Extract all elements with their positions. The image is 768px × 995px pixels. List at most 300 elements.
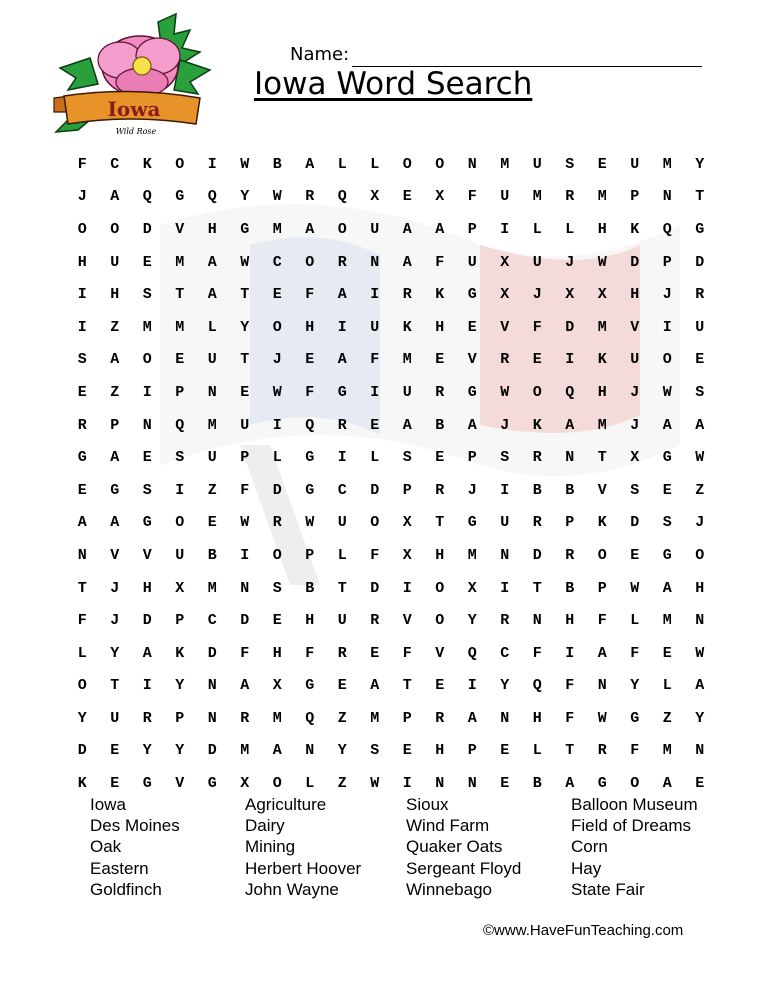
grid-letter[interactable]: R (500, 612, 510, 630)
grid-letter[interactable]: N (500, 546, 510, 564)
grid-letter[interactable]: O (695, 546, 705, 564)
grid-letter[interactable]: M (662, 155, 672, 173)
grid-letter[interactable]: U (240, 416, 250, 434)
grid-letter[interactable]: A (467, 709, 477, 727)
grid-letter[interactable]: U (532, 155, 542, 173)
grid-letter[interactable]: M (597, 416, 607, 434)
grid-letter[interactable]: W (305, 514, 315, 532)
grid-letter[interactable]: S (272, 579, 282, 597)
grid-letter[interactable]: E (175, 351, 185, 369)
grid-letter[interactable]: E (630, 546, 640, 564)
grid-letter[interactable]: S (662, 514, 672, 532)
grid-letter[interactable]: N (305, 742, 315, 760)
grid-letter[interactable]: I (272, 416, 282, 434)
grid-letter[interactable]: U (110, 709, 120, 727)
grid-letter[interactable]: Z (695, 481, 705, 499)
grid-letter[interactable]: A (110, 351, 120, 369)
grid-letter[interactable]: H (532, 709, 542, 727)
grid-letter[interactable]: G (630, 709, 640, 727)
grid-letter[interactable]: F (435, 253, 445, 271)
grid-letter[interactable]: P (467, 742, 477, 760)
grid-letter[interactable]: I (500, 220, 510, 238)
grid-letter[interactable]: N (142, 416, 152, 434)
grid-letter[interactable]: V (597, 481, 607, 499)
grid-letter[interactable]: W (240, 253, 250, 271)
grid-letter[interactable]: H (630, 286, 640, 304)
grid-letter[interactable]: N (565, 449, 575, 467)
grid-letter[interactable]: O (305, 253, 315, 271)
grid-letter[interactable]: T (565, 742, 575, 760)
grid-letter[interactable]: T (435, 514, 445, 532)
grid-letter[interactable]: V (630, 318, 640, 336)
grid-letter[interactable]: X (272, 677, 282, 695)
grid-letter[interactable]: I (370, 383, 380, 401)
grid-letter[interactable]: K (597, 351, 607, 369)
grid-letter[interactable]: A (695, 416, 705, 434)
grid-letter[interactable]: M (142, 318, 152, 336)
grid-letter[interactable]: U (402, 383, 412, 401)
grid-letter[interactable]: A (662, 775, 672, 793)
grid-letter[interactable]: E (240, 383, 250, 401)
grid-letter[interactable]: G (305, 449, 315, 467)
grid-letter[interactable]: A (370, 677, 380, 695)
grid-letter[interactable]: X (402, 514, 412, 532)
grid-letter[interactable]: F (532, 318, 542, 336)
grid-letter[interactable]: Q (565, 383, 575, 401)
grid-letter[interactable]: D (695, 253, 705, 271)
grid-letter[interactable]: A (402, 220, 412, 238)
grid-letter[interactable]: C (272, 253, 282, 271)
grid-letter[interactable]: U (337, 514, 347, 532)
grid-letter[interactable]: R (500, 351, 510, 369)
grid-letter[interactable]: E (142, 449, 152, 467)
grid-letter[interactable]: F (630, 742, 640, 760)
grid-letter[interactable]: D (142, 612, 152, 630)
grid-letter[interactable]: N (695, 612, 705, 630)
grid-letter[interactable]: K (402, 318, 412, 336)
grid-letter[interactable]: B (532, 775, 542, 793)
grid-letter[interactable]: E (695, 351, 705, 369)
grid-letter[interactable]: S (175, 449, 185, 467)
grid-letter[interactable]: X (630, 449, 640, 467)
grid-letter[interactable]: O (370, 514, 380, 532)
grid-letter[interactable]: G (142, 775, 152, 793)
grid-letter[interactable]: U (207, 351, 217, 369)
grid-letter[interactable]: O (630, 775, 640, 793)
grid-letter[interactable]: L (565, 220, 575, 238)
grid-letter[interactable]: L (272, 449, 282, 467)
grid-letter[interactable]: F (305, 286, 315, 304)
grid-letter[interactable]: R (435, 481, 445, 499)
grid-letter[interactable]: N (207, 709, 217, 727)
grid-letter[interactable]: H (305, 612, 315, 630)
grid-letter[interactable]: D (272, 481, 282, 499)
grid-letter[interactable]: S (500, 449, 510, 467)
grid-letter[interactable]: V (175, 775, 185, 793)
grid-letter[interactable]: O (272, 546, 282, 564)
grid-letter[interactable]: B (272, 155, 282, 173)
grid-letter[interactable]: O (175, 514, 185, 532)
grid-letter[interactable]: Z (207, 481, 217, 499)
grid-letter[interactable]: U (695, 318, 705, 336)
grid-letter[interactable]: Z (337, 709, 347, 727)
grid-letter[interactable]: G (240, 220, 250, 238)
grid-letter[interactable]: G (110, 481, 120, 499)
grid-letter[interactable]: N (597, 677, 607, 695)
grid-letter[interactable]: D (630, 514, 640, 532)
grid-letter[interactable]: T (597, 449, 607, 467)
grid-letter[interactable]: I (337, 318, 347, 336)
grid-letter[interactable]: X (500, 286, 510, 304)
grid-letter[interactable]: U (110, 253, 120, 271)
grid-letter[interactable]: G (175, 188, 185, 206)
grid-letter[interactable]: P (467, 220, 477, 238)
grid-letter[interactable]: V (467, 351, 477, 369)
grid-letter[interactable]: M (402, 351, 412, 369)
grid-letter[interactable]: Q (175, 416, 185, 434)
grid-letter[interactable]: R (695, 286, 705, 304)
grid-letter[interactable]: J (110, 612, 120, 630)
grid-letter[interactable]: G (77, 449, 87, 467)
grid-letter[interactable]: G (467, 383, 477, 401)
grid-letter[interactable]: N (500, 709, 510, 727)
grid-letter[interactable]: S (370, 742, 380, 760)
grid-letter[interactable]: X (240, 775, 250, 793)
grid-letter[interactable]: D (240, 612, 250, 630)
grid-letter[interactable]: J (565, 253, 575, 271)
grid-letter[interactable]: G (597, 775, 607, 793)
grid-letter[interactable]: W (272, 188, 282, 206)
grid-letter[interactable]: E (695, 775, 705, 793)
grid-letter[interactable]: R (337, 253, 347, 271)
grid-letter[interactable]: H (305, 318, 315, 336)
grid-letter[interactable]: L (532, 220, 542, 238)
grid-letter[interactable]: M (597, 188, 607, 206)
grid-letter[interactable]: J (630, 416, 640, 434)
grid-letter[interactable]: N (467, 775, 477, 793)
grid-letter[interactable]: L (207, 318, 217, 336)
grid-letter[interactable]: D (370, 579, 380, 597)
grid-letter[interactable]: E (272, 612, 282, 630)
grid-letter[interactable]: H (110, 286, 120, 304)
grid-letter[interactable]: Y (695, 155, 705, 173)
grid-letter[interactable]: J (532, 286, 542, 304)
grid-letter[interactable]: H (435, 742, 445, 760)
grid-letter[interactable]: Z (110, 383, 120, 401)
grid-letter[interactable]: E (435, 677, 445, 695)
grid-letter[interactable]: S (142, 481, 152, 499)
grid-letter[interactable]: B (435, 416, 445, 434)
grid-letter[interactable]: Y (500, 677, 510, 695)
grid-letter[interactable]: D (565, 318, 575, 336)
grid-letter[interactable]: I (565, 644, 575, 662)
grid-letter[interactable]: A (305, 220, 315, 238)
grid-letter[interactable]: J (272, 351, 282, 369)
grid-letter[interactable]: A (662, 416, 672, 434)
grid-letter[interactable]: Q (662, 220, 672, 238)
grid-letter[interactable]: W (500, 383, 510, 401)
grid-letter[interactable]: E (467, 318, 477, 336)
grid-letter[interactable]: P (305, 546, 315, 564)
grid-letter[interactable]: A (565, 416, 575, 434)
grid-letter[interactable]: A (467, 416, 477, 434)
grid-letter[interactable]: C (500, 644, 510, 662)
grid-letter[interactable]: H (597, 220, 607, 238)
grid-letter[interactable]: M (662, 612, 672, 630)
grid-letter[interactable]: R (370, 612, 380, 630)
grid-letter[interactable]: T (402, 677, 412, 695)
grid-letter[interactable]: I (467, 677, 477, 695)
grid-letter[interactable]: J (77, 188, 87, 206)
grid-letter[interactable]: A (337, 351, 347, 369)
grid-letter[interactable]: Q (305, 416, 315, 434)
grid-letter[interactable]: Y (110, 644, 120, 662)
grid-letter[interactable]: I (207, 155, 217, 173)
grid-letter[interactable]: Y (77, 709, 87, 727)
grid-letter[interactable]: L (337, 155, 347, 173)
grid-letter[interactable]: I (500, 481, 510, 499)
grid-letter[interactable]: E (272, 286, 282, 304)
grid-letter[interactable]: E (142, 253, 152, 271)
grid-letter[interactable]: W (662, 383, 672, 401)
grid-letter[interactable]: V (435, 644, 445, 662)
grid-letter[interactable]: U (337, 612, 347, 630)
grid-letter[interactable]: L (305, 775, 315, 793)
grid-letter[interactable]: D (532, 546, 542, 564)
grid-letter[interactable]: A (110, 514, 120, 532)
grid-letter[interactable]: P (175, 709, 185, 727)
grid-letter[interactable]: R (337, 416, 347, 434)
grid-letter[interactable]: F (240, 644, 250, 662)
grid-letter[interactable]: X (435, 188, 445, 206)
grid-letter[interactable]: D (207, 644, 217, 662)
grid-letter[interactable]: F (305, 644, 315, 662)
grid-letter[interactable]: P (175, 612, 185, 630)
grid-letter[interactable]: H (597, 383, 607, 401)
grid-letter[interactable]: G (305, 677, 315, 695)
grid-letter[interactable]: O (175, 155, 185, 173)
grid-letter[interactable]: R (142, 709, 152, 727)
grid-letter[interactable]: R (565, 546, 575, 564)
grid-letter[interactable]: T (110, 677, 120, 695)
grid-letter[interactable]: N (467, 155, 477, 173)
grid-letter[interactable]: H (695, 579, 705, 597)
grid-letter[interactable]: A (272, 742, 282, 760)
grid-letter[interactable]: Q (305, 709, 315, 727)
grid-letter[interactable]: Q (207, 188, 217, 206)
grid-letter[interactable]: I (402, 775, 412, 793)
grid-letter[interactable]: R (532, 449, 542, 467)
grid-letter[interactable]: I (662, 318, 672, 336)
grid-letter[interactable]: F (467, 188, 477, 206)
grid-letter[interactable]: O (532, 383, 542, 401)
grid-letter[interactable]: P (467, 449, 477, 467)
grid-letter[interactable]: X (565, 286, 575, 304)
grid-letter[interactable]: A (402, 253, 412, 271)
grid-letter[interactable]: C (207, 612, 217, 630)
grid-letter[interactable]: A (110, 188, 120, 206)
grid-letter[interactable]: O (77, 220, 87, 238)
grid-letter[interactable]: M (272, 709, 282, 727)
grid-letter[interactable]: W (597, 253, 607, 271)
grid-letter[interactable]: F (305, 383, 315, 401)
grid-letter[interactable]: Y (695, 709, 705, 727)
grid-letter[interactable]: X (370, 188, 380, 206)
grid-letter[interactable]: N (370, 253, 380, 271)
grid-letter[interactable]: G (142, 514, 152, 532)
grid-letter[interactable]: Y (175, 677, 185, 695)
grid-letter[interactable]: V (175, 220, 185, 238)
grid-letter[interactable]: J (110, 579, 120, 597)
grid-letter[interactable]: E (532, 351, 542, 369)
grid-letter[interactable]: E (435, 449, 445, 467)
grid-letter[interactable]: X (467, 579, 477, 597)
grid-letter[interactable]: U (500, 514, 510, 532)
grid-letter[interactable]: P (240, 449, 250, 467)
grid-letter[interactable]: Y (142, 742, 152, 760)
grid-letter[interactable]: U (175, 546, 185, 564)
grid-letter[interactable]: E (370, 644, 380, 662)
grid-letter[interactable]: K (630, 220, 640, 238)
grid-letter[interactable]: J (695, 514, 705, 532)
grid-letter[interactable]: E (500, 775, 510, 793)
grid-letter[interactable]: R (305, 188, 315, 206)
grid-letter[interactable]: C (337, 481, 347, 499)
grid-letter[interactable]: H (272, 644, 282, 662)
grid-letter[interactable]: A (597, 644, 607, 662)
grid-letter[interactable]: K (435, 286, 445, 304)
grid-letter[interactable]: W (272, 383, 282, 401)
grid-letter[interactable]: E (662, 644, 672, 662)
grid-letter[interactable]: Q (467, 644, 477, 662)
grid-letter[interactable]: O (597, 546, 607, 564)
grid-letter[interactable]: Y (175, 742, 185, 760)
grid-letter[interactable]: A (110, 449, 120, 467)
grid-letter[interactable]: E (435, 351, 445, 369)
grid-letter[interactable]: S (630, 481, 640, 499)
grid-letter[interactable]: M (662, 742, 672, 760)
grid-letter[interactable]: V (110, 546, 120, 564)
grid-letter[interactable]: G (662, 546, 672, 564)
grid-letter[interactable]: L (630, 612, 640, 630)
grid-letter[interactable]: U (500, 188, 510, 206)
grid-letter[interactable]: W (240, 155, 250, 173)
grid-letter[interactable]: V (500, 318, 510, 336)
grid-letter[interactable]: H (207, 220, 217, 238)
grid-letter[interactable]: M (370, 709, 380, 727)
grid-letter[interactable]: N (435, 775, 445, 793)
grid-letter[interactable]: H (142, 579, 152, 597)
grid-letter[interactable]: F (532, 644, 542, 662)
grid-letter[interactable]: I (402, 579, 412, 597)
grid-letter[interactable]: P (565, 514, 575, 532)
grid-letter[interactable]: F (565, 709, 575, 727)
grid-letter[interactable]: E (110, 775, 120, 793)
grid-letter[interactable]: D (630, 253, 640, 271)
grid-letter[interactable]: E (77, 383, 87, 401)
grid-letter[interactable]: H (435, 546, 445, 564)
grid-letter[interactable]: X (175, 579, 185, 597)
grid-letter[interactable]: O (435, 612, 445, 630)
grid-letter[interactable]: D (370, 481, 380, 499)
grid-letter[interactable]: T (240, 286, 250, 304)
grid-letter[interactable]: E (370, 416, 380, 434)
grid-letter[interactable]: E (77, 481, 87, 499)
grid-letter[interactable]: F (402, 644, 412, 662)
grid-letter[interactable]: U (370, 318, 380, 336)
grid-letter[interactable]: O (77, 677, 87, 695)
grid-letter[interactable]: R (77, 416, 87, 434)
grid-letter[interactable]: Y (630, 677, 640, 695)
grid-letter[interactable]: Z (110, 318, 120, 336)
grid-letter[interactable]: N (207, 677, 217, 695)
grid-letter[interactable]: N (532, 612, 542, 630)
grid-letter[interactable]: B (532, 481, 542, 499)
grid-letter[interactable]: D (142, 220, 152, 238)
grid-letter[interactable]: N (240, 579, 250, 597)
grid-letter[interactable]: E (207, 514, 217, 532)
grid-letter[interactable]: X (402, 546, 412, 564)
grid-letter[interactable]: D (207, 742, 217, 760)
grid-letter[interactable]: A (402, 416, 412, 434)
grid-letter[interactable]: S (695, 383, 705, 401)
grid-letter[interactable]: I (240, 546, 250, 564)
grid-letter[interactable]: P (597, 579, 607, 597)
grid-letter[interactable]: Z (662, 709, 672, 727)
grid-letter[interactable]: A (565, 775, 575, 793)
grid-letter[interactable]: Y (240, 318, 250, 336)
grid-letter[interactable]: I (337, 449, 347, 467)
grid-letter[interactable]: M (597, 318, 607, 336)
grid-letter[interactable]: A (435, 220, 445, 238)
grid-letter[interactable]: P (630, 188, 640, 206)
grid-letter[interactable]: P (402, 481, 412, 499)
grid-letter[interactable]: O (662, 351, 672, 369)
grid-letter[interactable]: A (695, 677, 705, 695)
grid-letter[interactable]: U (630, 351, 640, 369)
grid-letter[interactable]: K (175, 644, 185, 662)
grid-letter[interactable]: M (175, 318, 185, 336)
grid-letter[interactable]: M (467, 546, 477, 564)
grid-letter[interactable]: E (402, 188, 412, 206)
grid-letter[interactable]: R (532, 514, 542, 532)
grid-letter[interactable]: V (402, 612, 412, 630)
grid-letter[interactable]: L (337, 546, 347, 564)
grid-letter[interactable]: H (565, 612, 575, 630)
grid-letter[interactable]: S (77, 351, 87, 369)
grid-letter[interactable]: I (142, 677, 152, 695)
grid-letter[interactable]: F (77, 612, 87, 630)
grid-letter[interactable]: J (500, 416, 510, 434)
grid-letter[interactable]: B (305, 579, 315, 597)
grid-letter[interactable]: I (77, 318, 87, 336)
grid-letter[interactable]: Q (532, 677, 542, 695)
grid-letter[interactable]: K (532, 416, 542, 434)
grid-letter[interactable]: E (402, 742, 412, 760)
grid-letter[interactable]: R (435, 383, 445, 401)
grid-letter[interactable]: U (532, 253, 542, 271)
grid-letter[interactable]: E (305, 351, 315, 369)
grid-letter[interactable]: J (467, 481, 477, 499)
grid-letter[interactable]: M (500, 155, 510, 173)
grid-letter[interactable]: O (110, 220, 120, 238)
grid-letter[interactable]: P (662, 253, 672, 271)
grid-letter[interactable]: M (207, 416, 217, 434)
grid-letter[interactable]: W (695, 644, 705, 662)
grid-letter[interactable]: T (532, 579, 542, 597)
grid-letter[interactable]: Z (337, 775, 347, 793)
grid-letter[interactable]: K (142, 155, 152, 173)
